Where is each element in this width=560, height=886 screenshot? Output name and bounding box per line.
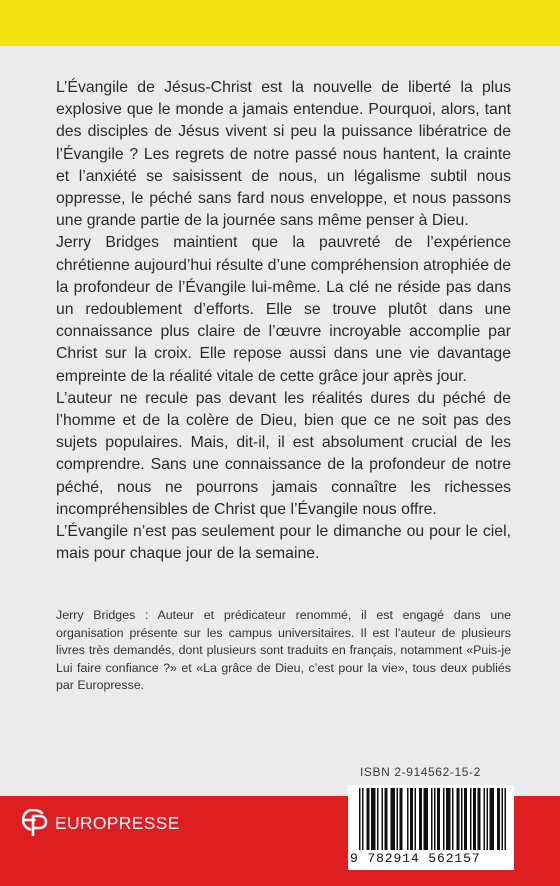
barcode-bar bbox=[400, 788, 402, 850]
barcode-bar bbox=[421, 788, 423, 850]
barcode-bar bbox=[457, 788, 459, 850]
barcode-bar bbox=[490, 788, 492, 850]
barcode-bar bbox=[491, 788, 493, 850]
barcode-bar bbox=[359, 788, 361, 850]
barcode-bar bbox=[427, 788, 429, 850]
barcode-bar bbox=[502, 788, 504, 850]
barcode-bar bbox=[446, 788, 448, 850]
barcode-bar bbox=[505, 788, 507, 850]
blurb-paragraph-4: L’Évangile n’est pas seulement pour le dimanche ou pour le ciel, mais pour chaque jour de la semaine. bbox=[56, 523, 511, 563]
blurb-paragraph-1: L’Évangile de Jésus-Christ est la nouvelle de liberté la plus explosive que le monde a jamais entendue. Pourquoi, alors, tant des disciples de Jésus vivent si peu la puissance libératrice de l’Évangile ? Les regrets de notre passé nous hantent, la crainte et l’anxiété se saisissent de nous, un légalisme subtil nous oppresse, le péché sans fard nous enveloppe, et nous passons une grande partie de la journée sans même penser à Dieu. bbox=[56, 79, 511, 230]
barcode-bar bbox=[478, 788, 480, 850]
barcode-bar bbox=[407, 788, 409, 850]
barcode-bar bbox=[448, 788, 450, 850]
barcode-bar bbox=[431, 788, 433, 850]
barcode-bar bbox=[434, 788, 436, 850]
ep-monogram-icon bbox=[22, 809, 48, 837]
barcode-bar bbox=[386, 788, 388, 850]
barcode-bar bbox=[419, 788, 421, 850]
barcode-digits: 9 782914 562157 bbox=[350, 851, 481, 866]
barcode-bar bbox=[412, 788, 414, 850]
barcode-bar bbox=[373, 788, 375, 850]
barcode-bar bbox=[466, 788, 468, 850]
publisher-logo bbox=[22, 809, 180, 837]
barcode-bar bbox=[487, 788, 489, 850]
barcode-bar bbox=[374, 788, 376, 850]
barcode-bar bbox=[424, 788, 426, 850]
barcode-bar bbox=[475, 788, 477, 850]
barcode-bar bbox=[382, 788, 384, 850]
barcode-bar bbox=[499, 788, 501, 850]
barcode-bar bbox=[391, 788, 393, 850]
barcode-bar bbox=[461, 788, 463, 850]
isbn-label: ISBN 2-914562-15-2 bbox=[360, 765, 481, 779]
barcode-bar bbox=[449, 788, 451, 850]
barcode-bar bbox=[479, 788, 481, 850]
barcode-bar bbox=[425, 788, 427, 850]
barcode-bar bbox=[367, 788, 369, 850]
publisher-name: EUROPRESSE bbox=[55, 812, 180, 833]
barcode-bar bbox=[385, 788, 387, 850]
barcode-bar bbox=[415, 788, 417, 850]
barcode-bar bbox=[397, 788, 399, 850]
blurb bbox=[56, 77, 511, 565]
barcode-bar bbox=[473, 788, 475, 850]
barcode-bar bbox=[377, 788, 379, 850]
barcode-bar bbox=[497, 788, 499, 850]
barcode-bar bbox=[362, 788, 364, 850]
blurb-paragraph-3: L’auteur ne recule pas devant les réalités dures du péché de l’homme et de la colère de Dieu, bien que ce ne soit pas des sujets populaires. Mais, dit-il, il est absolument crucial de les comprendre. Sans une connaissance de la profondeur de notre péché, nous ne pourrons jamais connaître les richesses incompréhensibles de Christ que l’Évangile nous offre. bbox=[56, 389, 511, 518]
barcode-bars bbox=[359, 788, 509, 854]
barcode-bar bbox=[464, 788, 466, 850]
barcode-bar bbox=[484, 788, 486, 850]
author-bio: Jerry Bridges : Auteur et prédicateur renommé, il est engagé dans une organisation présente sur les campus universitaires. Il est l’auteur de plusieurs livres très demandés, dont plusieurs sont traduits en français, notamment «Puis-je Lui faire confiance ?» et «La grâce de Dieu, c’est pour la vie», tous deux publiés par Europresse. bbox=[56, 608, 511, 693]
barcode-bar bbox=[437, 788, 439, 850]
barcode-bar bbox=[452, 788, 454, 850]
barcode-bar bbox=[439, 788, 441, 850]
barcode-bar bbox=[458, 788, 460, 850]
barcode bbox=[348, 785, 514, 870]
barcode-bar bbox=[368, 788, 370, 850]
barcode-bar bbox=[394, 788, 396, 850]
barcode-bar bbox=[493, 788, 495, 850]
barcode-bar bbox=[371, 788, 373, 850]
top-yellow-band bbox=[0, 0, 560, 46]
barcode-bar bbox=[410, 788, 412, 850]
blurb-paragraph-2: Jerry Bridges maintient que la pauvreté de l’expérience chrétienne aujourd’hui résulte d’une compréhension atrophiée de la profondeur de l’Évangile lui-même. La clé ne réside pas dans un redoublement d’efforts. Elle se trouve plutôt dans une connaissance plus claire de l’œuvre incroyable accomplie par Christ sur la croix. Elle repose aussi dans une vie davantage empreinte de la réalité vitale de cette grâce jour après jour. bbox=[56, 234, 511, 385]
barcode-bar bbox=[401, 788, 403, 850]
barcode-bar bbox=[470, 788, 472, 850]
barcode-bar bbox=[392, 788, 394, 850]
barcode-bar bbox=[443, 788, 445, 850]
